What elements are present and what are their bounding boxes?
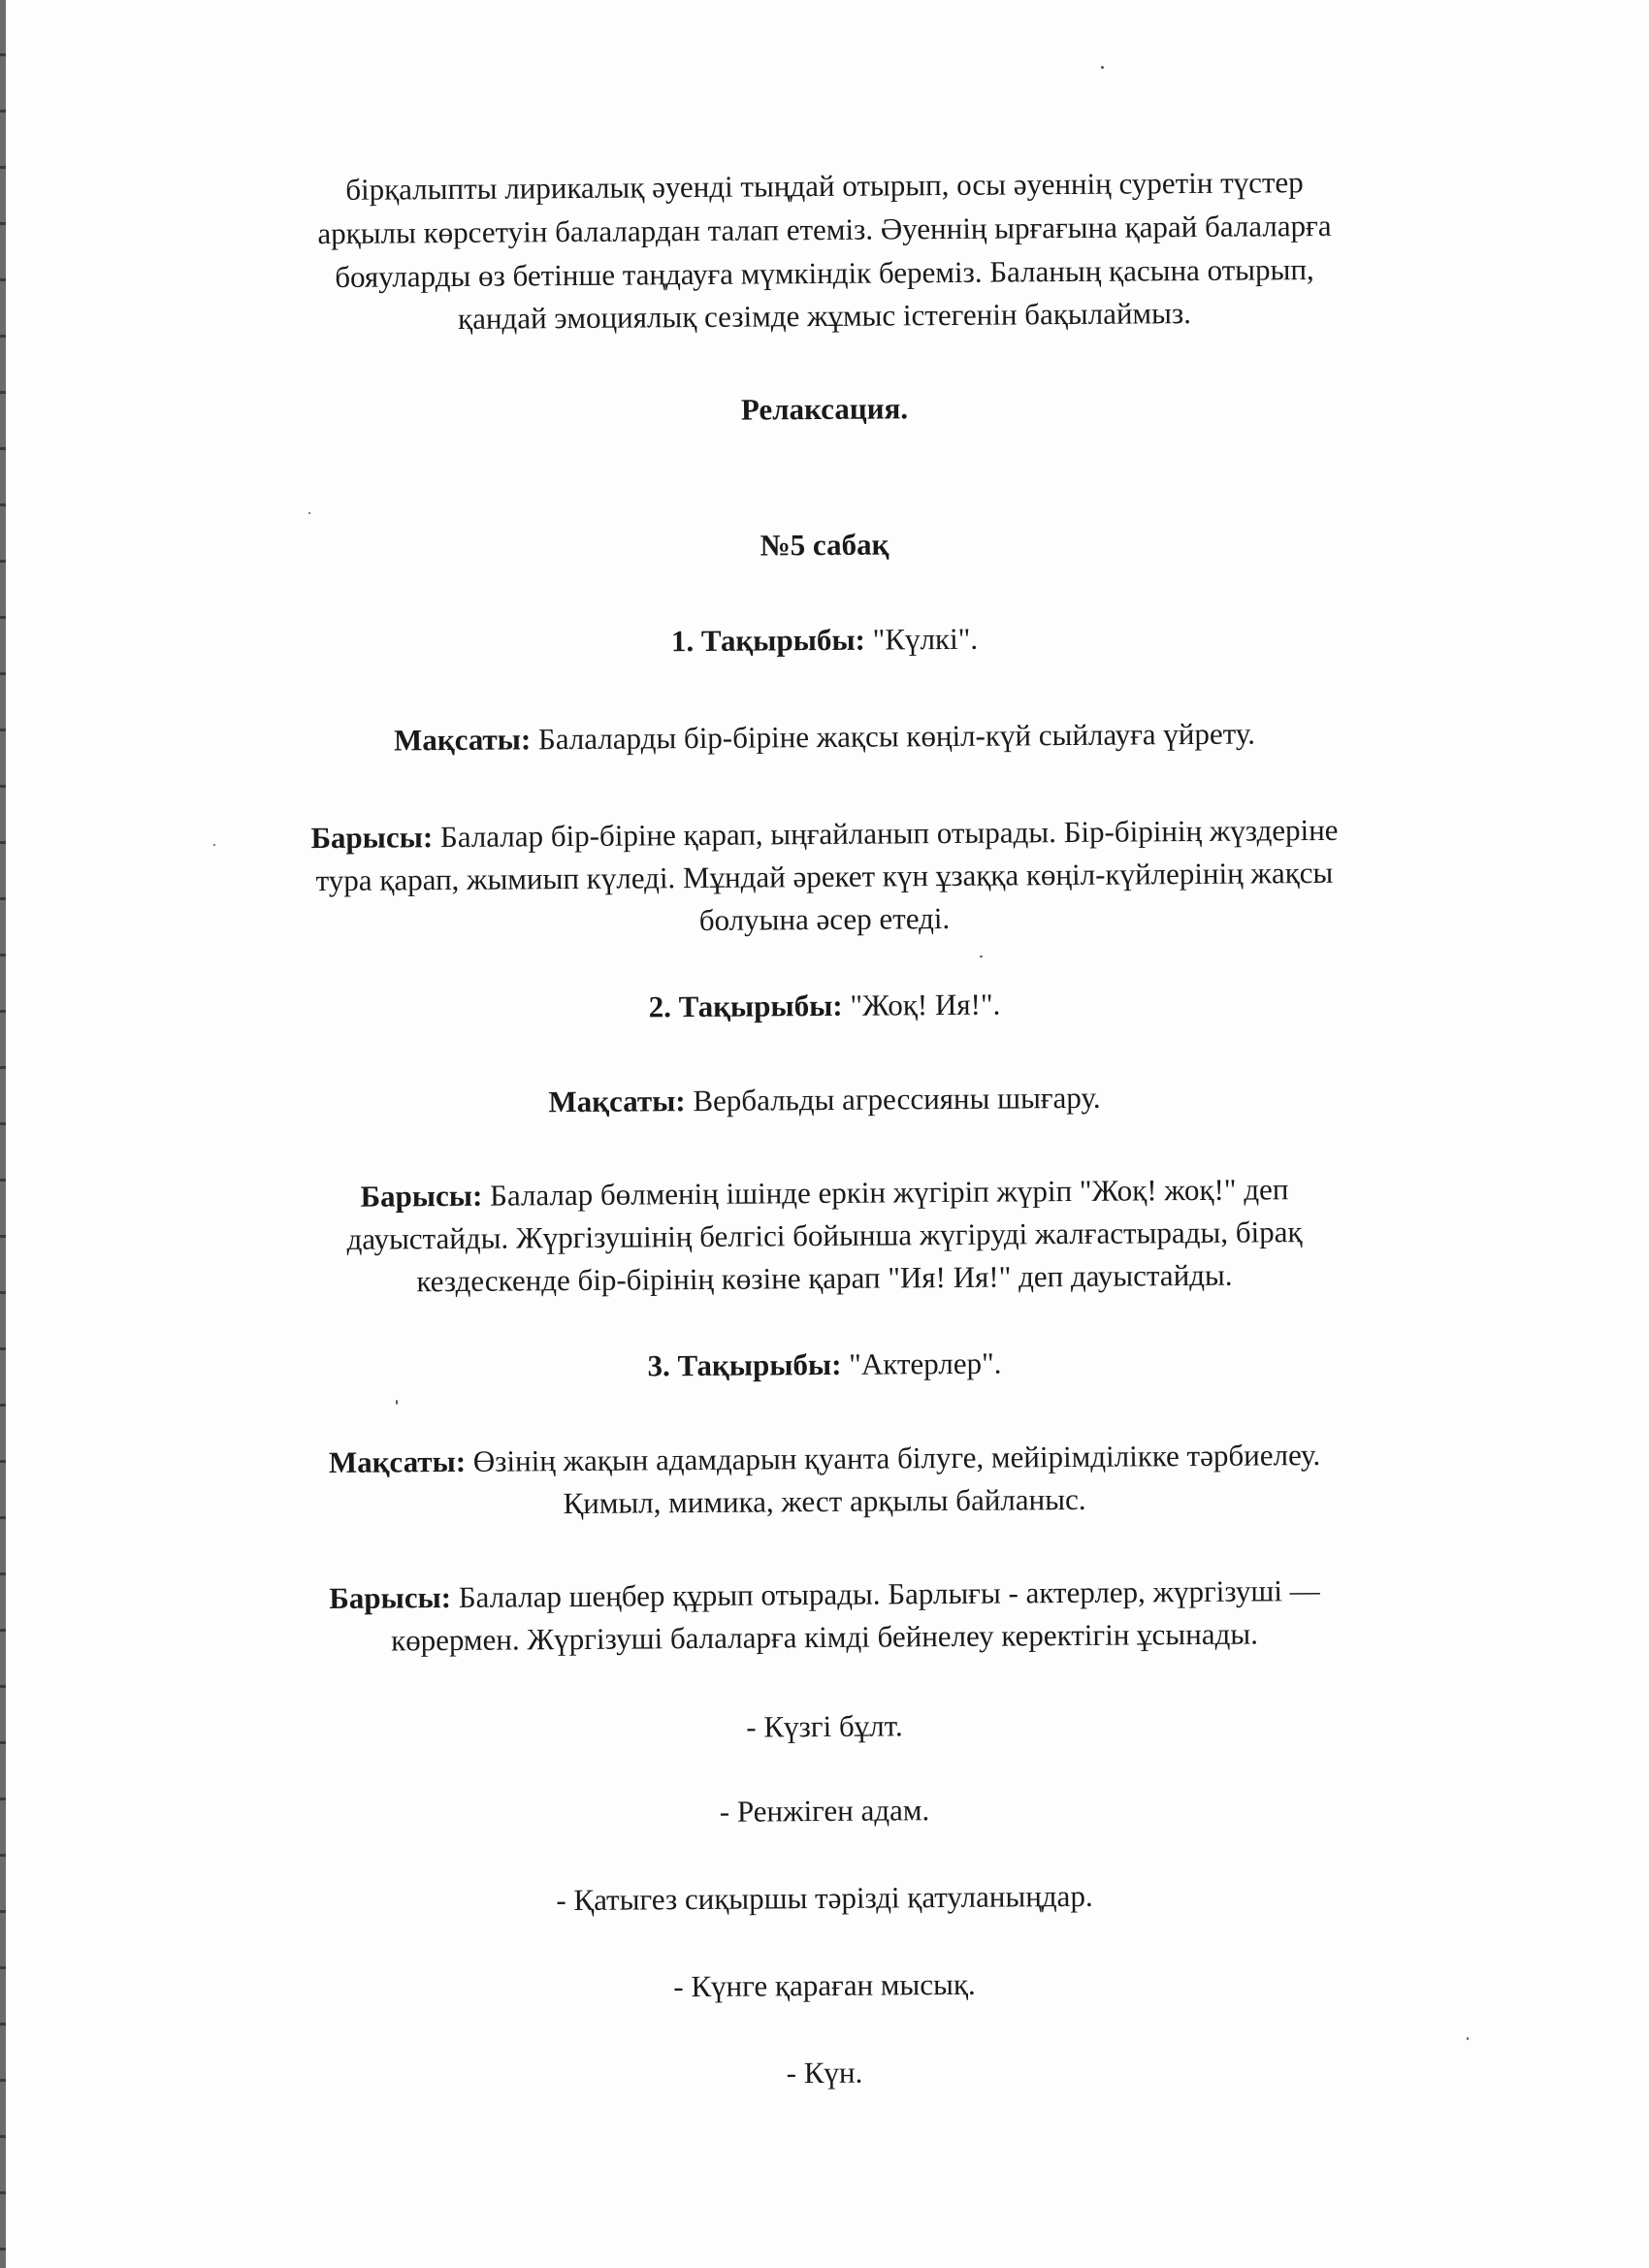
process-text: болуына әсер етеді. [698, 900, 951, 938]
goal-label: Мақсаты: [548, 1084, 686, 1119]
topic-title [0, 978, 1649, 1033]
role-item: - Күзгі бұлт. [746, 1708, 903, 1744]
process-text: тура қарап, жымиып күледі. Мұндай әрекет күн ұзаққа көңіл-күйлерінің жақсы [315, 855, 1334, 898]
topic-goal [0, 709, 1649, 764]
goal-text: Өзінің жақын адамдарын қуанта білуге, мейірімділікке тәрбиелеу. [465, 1437, 1321, 1478]
relaxation-heading: Релаксация. [740, 391, 909, 427]
process-label: Барысы: [360, 1178, 483, 1214]
process-text: Балалар бөлменің ішінде еркін жүгіріп жүріп "Жоқ! жоқ!" деп [482, 1172, 1289, 1213]
role-item: - Күн. [786, 2055, 863, 2090]
topic-title-label: 1. Тақырыбы: [670, 622, 866, 659]
process-text: кездескенде бір-бірінің көзіне қарап "Ия! Ия!" деп дауыстайды. [416, 1257, 1233, 1299]
intro-line: бояуларды өз бетінше таңдауға мүмкіндік береміз. Баланың қасына отырып, [335, 252, 1314, 294]
role-item: - Күнге қараған мысық. [673, 1966, 976, 2004]
topic-title [0, 612, 1649, 667]
process-label: Барысы: [310, 820, 434, 856]
process-text: Балалар шеңбер құрып отырады. Барлығы - актерлер, жүргізуші — [450, 1572, 1320, 1615]
process-text: Балалар бір-біріне қарап, ыңғайланып отырады. Бір-бірінің жүздеріне [433, 812, 1339, 855]
scan-speck [1467, 2037, 1469, 2040]
scan-speck [980, 956, 983, 957]
topic-title-label: 3. Тақырыбы: [647, 1346, 842, 1383]
topic-title-label: 2. Тақырыбы: [648, 988, 843, 1024]
goal-text: Қимыл, мимика, жест арқылы байланыс. [563, 1481, 1086, 1521]
process-label: Барысы: [329, 1580, 452, 1616]
scan-speck [308, 512, 310, 514]
scan-speck [396, 1400, 398, 1405]
scan-speck [1101, 66, 1104, 69]
scan-speck [213, 844, 215, 846]
intro-line: бірқалыпты лирикалық әуенді тыңдай отырып, осы әуеннің суретін түстер [345, 165, 1304, 207]
lesson-heading: №5 сабақ [760, 527, 889, 563]
topic-title-value: "Күлкі". [864, 621, 979, 657]
topic-title-value: "Жоқ! Ия!". [842, 987, 1001, 1022]
goal-text: Балаларды бір-біріне жақсы көңіл-күй сыйлауға үйрету. [531, 716, 1256, 757]
goal-text: Вербальды агрессияны шығару. [685, 1080, 1101, 1118]
process-text: дауыстайды. Жүргізушінің белгісі бойынша жүгіруді жалғастырады, бірақ [346, 1215, 1303, 1256]
goal-label: Мақсаты: [328, 1443, 467, 1480]
topic-title-value: "Актерлер". [841, 1345, 1002, 1381]
topic-title [0, 1337, 1649, 1392]
topic-goal [0, 1072, 1649, 1127]
intro-line: қандай эмоциялық сезімде жұмыс істегенін бақылаймыз. [457, 296, 1192, 336]
intro-line: арқылы көрсетуін балалардан талап етеміз. Әуеннің ырғағына қарай балаларға [317, 208, 1332, 251]
process-text: көрермен. Жүргізуші балаларға кімді бейнелеу керектігін ұсынады. [390, 1616, 1259, 1658]
goal-label: Мақсаты: [393, 722, 532, 758]
role-item: - Қатыгез сиқыршы тәрізді қатуланыңдар. [556, 1878, 1093, 1918]
role-item: - Ренжіген адам. [719, 1793, 930, 1829]
